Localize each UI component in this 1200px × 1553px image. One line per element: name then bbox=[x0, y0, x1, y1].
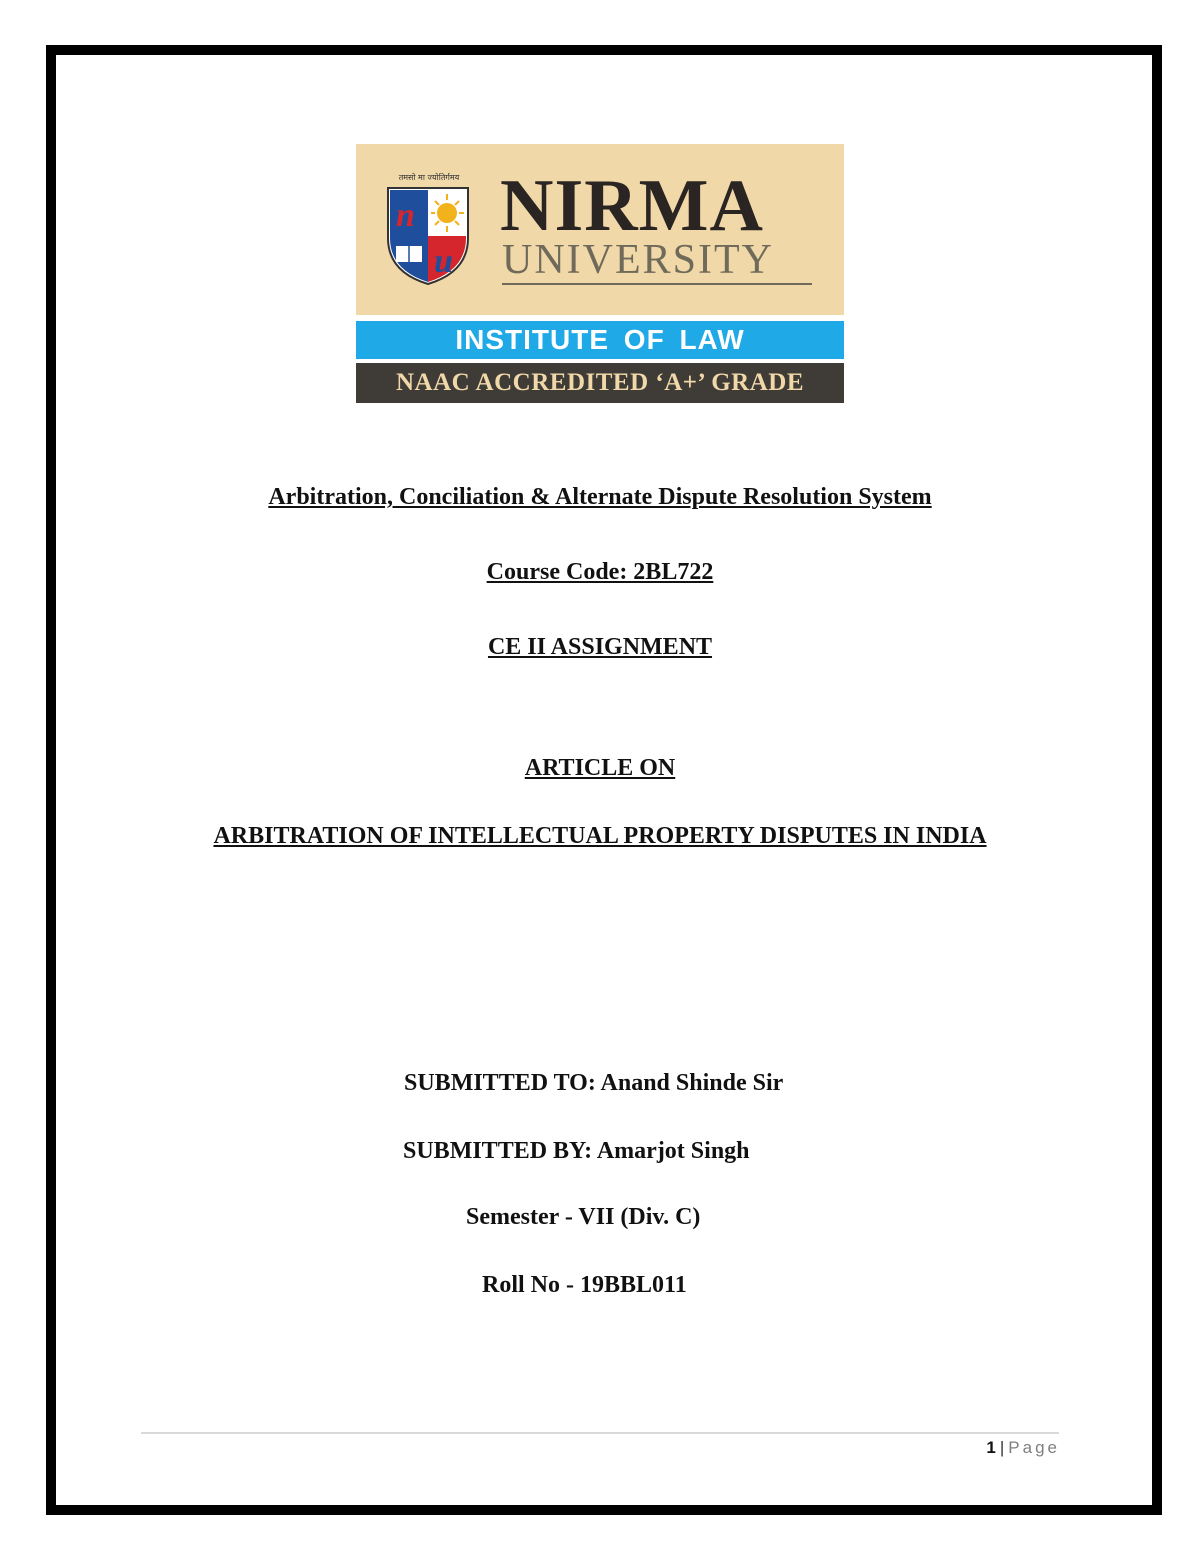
article-title: ARBITRATION OF INTELLECTUAL PROPERTY DISPUTES IN INDIA bbox=[213, 823, 987, 849]
logo-cream-panel bbox=[356, 144, 844, 315]
logo-motto: तमसो मा ज्योतिर्गमय bbox=[398, 173, 460, 182]
subject-heading: Arbitration, Conciliation & Alternate Dispute Resolution System bbox=[268, 484, 932, 510]
shield-letter-u: u bbox=[434, 243, 453, 280]
shield-icon bbox=[386, 176, 470, 286]
logo-institute-band: INSTITUTE OF LAW bbox=[356, 321, 844, 359]
roll-number: Roll No - 19BBL011 bbox=[482, 1272, 687, 1298]
page-label: Page bbox=[1008, 1438, 1060, 1457]
footer-separator: | bbox=[999, 1438, 1005, 1457]
submitted-to: SUBMITTED TO: Anand Shinde Sir bbox=[404, 1070, 784, 1096]
logo-rule bbox=[502, 283, 812, 285]
university-logo bbox=[356, 144, 844, 403]
article-on-label: ARTICLE ON bbox=[524, 755, 676, 781]
shield-letter-n: n bbox=[396, 197, 415, 234]
logo-university-word: UNIVERSITY bbox=[502, 237, 774, 283]
course-code: Course Code: 2BL722 bbox=[486, 559, 714, 585]
logo-accreditation-band: NAAC ACCREDITED ‘A+’ GRADE bbox=[356, 363, 844, 403]
footer-rule bbox=[141, 1432, 1059, 1434]
page-footer bbox=[986, 1436, 1060, 1460]
submitted-by: SUBMITTED BY: Amarjot Singh bbox=[403, 1138, 750, 1164]
page-number: 1 bbox=[986, 1438, 996, 1457]
logo-nirma-word: NIRMA bbox=[500, 165, 764, 247]
assignment-title: CE II ASSIGNMENT bbox=[487, 634, 713, 660]
semester: Semester - VII (Div. C) bbox=[466, 1204, 701, 1230]
